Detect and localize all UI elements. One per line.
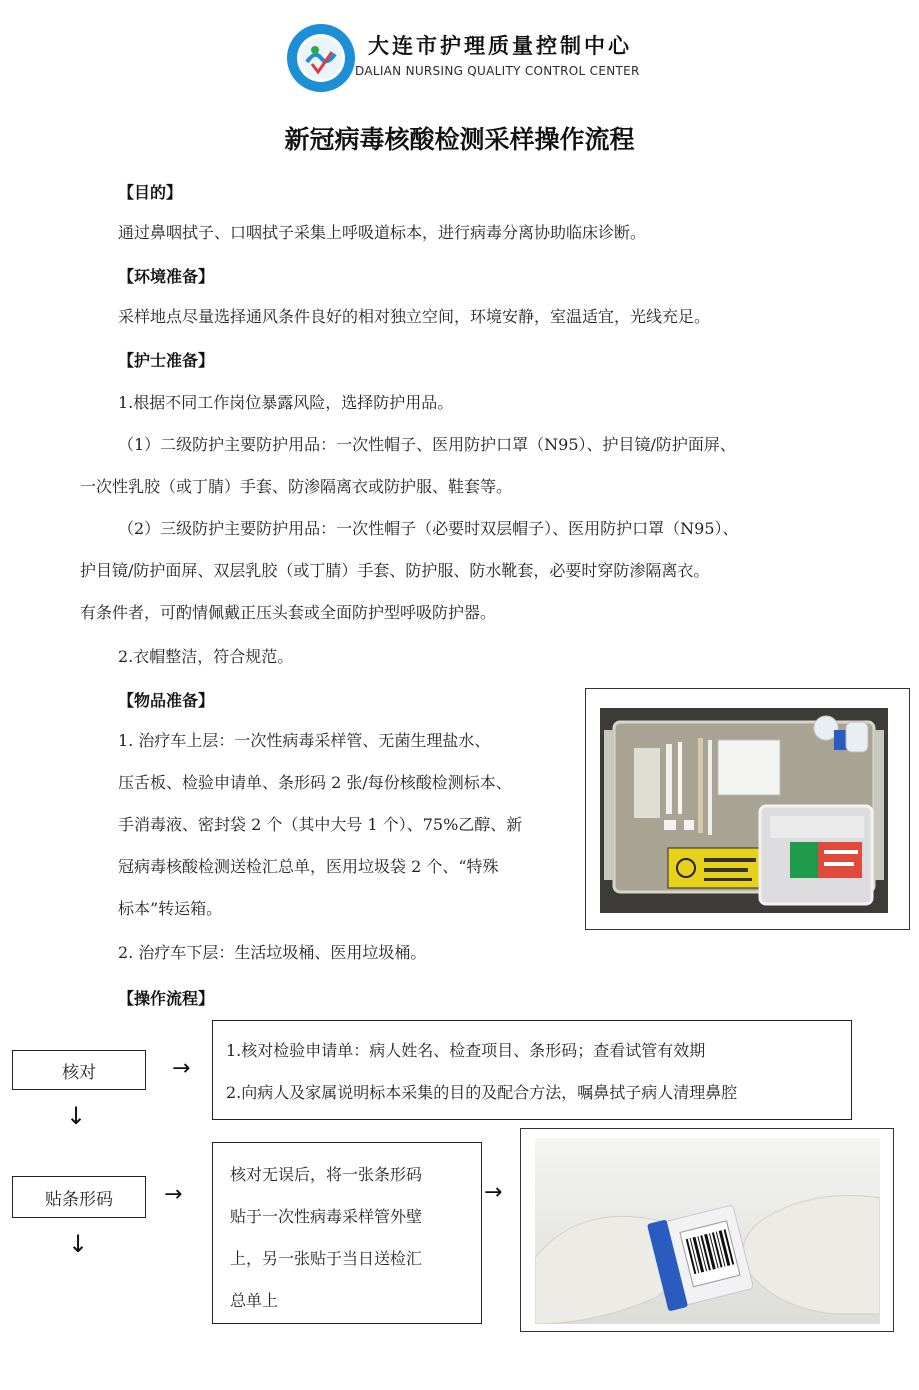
flow-step-verify: [12, 1050, 146, 1090]
nurse-line-2: （1）二级防护主要防护用品：一次性帽子、医用防护口罩（N95）、护目镜/防护面屏、: [118, 435, 736, 454]
purpose-text: 通过鼻咽拭子、口咽拭子采集上呼吸道标本，进行病毒分离协助临床诊断。: [118, 223, 647, 242]
nurse-line-7: 2.衣帽整洁，符合规范。: [118, 647, 294, 666]
flow-barcode-detail-2: 贴于一次性病毒采样管外壁: [230, 1207, 423, 1226]
treatment-cart-photo: [600, 708, 888, 913]
environment-text: 采样地点尽量选择通风条件良好的相对独立空间，环境安静，室温适宜，光线充足。: [118, 307, 711, 326]
barcode-tube-photo: [535, 1138, 880, 1324]
nurse-line-6: 有条件者，可酌情佩戴正压头套或全面防护型呼吸防护器。: [80, 603, 497, 622]
section-heading-environment: 【环境准备】: [118, 267, 215, 286]
org-name-en: DALIAN NURSING QUALITY CONTROL CENTER: [355, 64, 640, 78]
supplies-line-6: 2. 治疗车下层：生活垃圾桶、医用垃圾桶。: [118, 943, 427, 962]
nurse-line-1: 1.根据不同工作岗位暴露风险，选择防护用品。: [118, 393, 454, 412]
flow-barcode-detail-3: 上，另一张贴于当日送检汇: [230, 1249, 423, 1268]
nurse-line-5: 护目镜/防护面屏、双层乳胶（或丁腈）手套、防护服、防水靴套，必要时穿防渗隔离衣。: [80, 561, 710, 580]
arrow-down-icon: ↓: [68, 1230, 89, 1258]
section-heading-supplies: 【物品准备】: [118, 691, 215, 710]
supplies-line-2: 压舌板、检验申请单、条形码 2 张/每份核酸检测标本、: [118, 773, 512, 792]
arrow-down-icon: ↓: [66, 1102, 87, 1130]
supplies-line-3: 手消毒液、密封袋 2 个（其中大号 1 个）、75%乙醇、新: [118, 815, 523, 834]
section-heading-procedure: 【操作流程】: [118, 989, 215, 1008]
arrow-right-icon: →: [484, 1180, 503, 1205]
flow-barcode-detail-4: 总单上: [230, 1291, 279, 1310]
page-title: 新冠病毒核酸检测采样操作流程: [284, 125, 635, 154]
nurse-line-3: 一次性乳胶（或丁腈）手套、防渗隔离衣或防护服、鞋套等。: [80, 477, 513, 496]
supplies-line-5: 标本”转运箱。: [118, 899, 223, 918]
flow-step-verify-label: 核对: [62, 1062, 96, 1083]
arrow-right-icon: →: [172, 1056, 191, 1081]
flow-verify-detail-1: 1.核对检验申请单：病人姓名、检查项目、条形码；查看试管有效期: [226, 1041, 706, 1060]
flow-verify-detail-2: 2.向病人及家属说明标本采集的目的及配合方法，嘱鼻拭子病人清理鼻腔: [226, 1083, 738, 1102]
org-name-cn: 大连市护理质量控制中心: [368, 34, 632, 58]
arrow-right-icon: →: [164, 1182, 183, 1207]
flow-barcode-detail-1: 核对无误后，将一张条形码: [230, 1165, 423, 1184]
flow-step-barcode: [12, 1176, 146, 1218]
section-heading-nurse: 【护士准备】: [118, 351, 215, 370]
supplies-line-1: 1. 治疗车上层：一次性病毒采样管、无菌生理盐水、: [118, 731, 491, 750]
nurse-line-4: （2）三级防护主要防护用品：一次性帽子（必要时双层帽子）、医用防护口罩（N95）、: [118, 519, 739, 538]
flow-detail-verify-box: [212, 1020, 852, 1120]
section-heading-purpose: 【目的】: [118, 183, 183, 202]
logo-icon: [285, 22, 357, 94]
supplies-line-4: 冠病毒核酸检测送检汇总单，医用垃圾袋 2 个、“特殊: [118, 857, 499, 876]
flow-step-barcode-label: 贴条形码: [45, 1189, 113, 1210]
